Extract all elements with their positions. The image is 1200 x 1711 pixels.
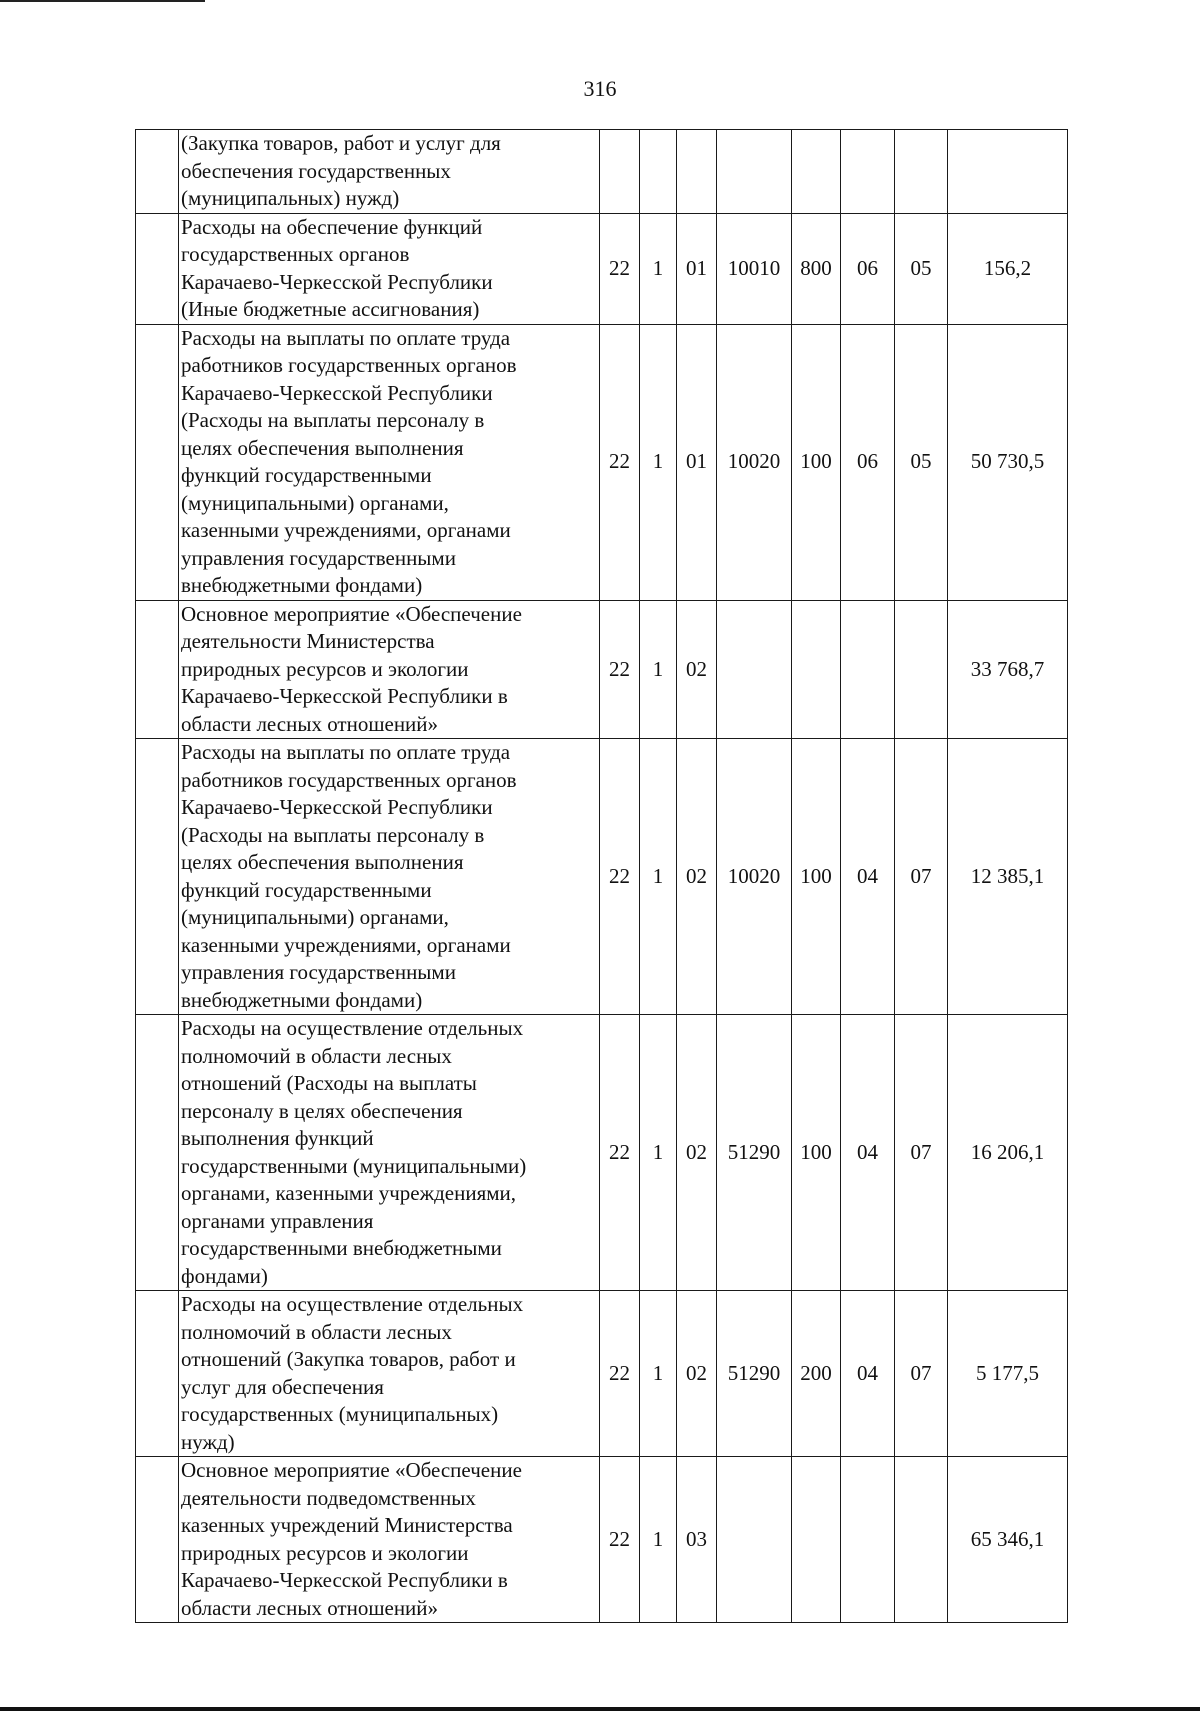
code-cell-4: 51290 <box>717 1291 792 1457</box>
description-text: Расходы на осуществление отдельных полномочий в области лесных отношений (Закупка товаров, работ и услуг для обеспечения государственных (муниципальных) нужд) <box>181 1292 524 1454</box>
code-cell-6 <box>841 600 895 739</box>
description-text: Расходы на обеспечение функций государственных органов Карачаево-Черкесской Республики (Иные бюджетные ассигнования) <box>181 214 493 321</box>
code-cell-7 <box>895 600 948 739</box>
code-cell-6 <box>841 1457 895 1623</box>
code-cell-4 <box>717 130 792 214</box>
code-cell-5: 800 <box>792 213 841 324</box>
code-cell-2 <box>640 130 677 214</box>
code-cell-1: 22 <box>600 1291 640 1457</box>
description-cell <box>179 1457 600 1623</box>
code-cell-1: 22 <box>600 739 640 1015</box>
amount-cell: 65 346,1 <box>948 1457 1068 1623</box>
code-cell-2: 1 <box>640 1015 677 1291</box>
code-cell-4: 51290 <box>717 1015 792 1291</box>
code-cell-5: 100 <box>792 739 841 1015</box>
code-cell-7: 07 <box>895 1015 948 1291</box>
code-cell-4: 10020 <box>717 324 792 600</box>
code-cell-3: 02 <box>677 1291 717 1457</box>
code-cell-4: 10010 <box>717 213 792 324</box>
table-row <box>136 600 1068 739</box>
amount-cell: 12 385,1 <box>948 739 1068 1015</box>
code-cell-1: 22 <box>600 213 640 324</box>
code-cell-3: 01 <box>677 213 717 324</box>
code-cell-1 <box>600 130 640 214</box>
code-cell-5: 200 <box>792 1291 841 1457</box>
table-row <box>136 1015 1068 1291</box>
code-cell-3: 03 <box>677 1457 717 1623</box>
table-row <box>136 1291 1068 1457</box>
code-cell-5 <box>792 600 841 739</box>
row-number-cell <box>136 213 179 324</box>
top-edge-rule <box>0 0 205 2</box>
code-cell-7: 07 <box>895 1291 948 1457</box>
row-number-cell <box>136 324 179 600</box>
code-cell-1: 22 <box>600 1015 640 1291</box>
code-cell-3 <box>677 130 717 214</box>
row-number-cell <box>136 739 179 1015</box>
code-cell-7 <box>895 130 948 214</box>
amount-cell <box>948 130 1068 214</box>
code-cell-5: 100 <box>792 1015 841 1291</box>
amount-cell: 156,2 <box>948 213 1068 324</box>
budget-table-body <box>136 130 1068 1623</box>
code-cell-4: 10020 <box>717 739 792 1015</box>
row-number-cell <box>136 600 179 739</box>
table-row <box>136 324 1068 600</box>
code-cell-6: 04 <box>841 1015 895 1291</box>
page-number: 316 <box>583 76 617 101</box>
code-cell-1: 22 <box>600 324 640 600</box>
description-cell <box>179 324 600 600</box>
code-cell-6: 06 <box>841 213 895 324</box>
budget-table <box>135 129 1068 1623</box>
code-cell-7: 05 <box>895 324 948 600</box>
code-cell-1: 22 <box>600 600 640 739</box>
code-cell-6: 06 <box>841 324 895 600</box>
code-cell-6: 04 <box>841 1291 895 1457</box>
code-cell-4 <box>717 1457 792 1623</box>
table-row <box>136 130 1068 214</box>
table-row <box>136 739 1068 1015</box>
description-text: Расходы на выплаты по оплате труда работников государственных органов Карачаево-Черкесской Республики (Расходы на выплаты персоналу в целях обеспечения выполнения функций государственными (муниципальными) органами, казенными учреждениями, органами управления государственными внебюджетными фондами) <box>181 325 517 597</box>
table-row <box>136 1457 1068 1623</box>
description-text: (Закупка товаров, работ и услуг для обеспечения государственных (муниципальных) нужд) <box>181 131 501 210</box>
code-cell-3: 02 <box>677 1015 717 1291</box>
code-cell-4 <box>717 600 792 739</box>
table-row <box>136 213 1068 324</box>
code-cell-7: 07 <box>895 739 948 1015</box>
amount-cell: 16 206,1 <box>948 1015 1068 1291</box>
code-cell-7 <box>895 1457 948 1623</box>
code-cell-3: 02 <box>677 739 717 1015</box>
amount-cell: 50 730,5 <box>948 324 1068 600</box>
code-cell-5: 100 <box>792 324 841 600</box>
row-number-cell <box>136 130 179 214</box>
description-text: Расходы на выплаты по оплате труда работников государственных органов Карачаево-Черкесской Республики (Расходы на выплаты персоналу в целях обеспечения выполнения функций государственными (муниципальными) органами, казенными учреждениями, органами управления государственными внебюджетными фондами) <box>181 740 517 1012</box>
code-cell-2: 1 <box>640 1457 677 1623</box>
description-cell <box>179 1291 600 1457</box>
code-cell-2: 1 <box>640 324 677 600</box>
description-cell <box>179 739 600 1015</box>
code-cell-5 <box>792 130 841 214</box>
description-cell <box>179 130 600 214</box>
description-cell <box>179 1015 600 1291</box>
amount-cell: 33 768,7 <box>948 600 1068 739</box>
description-cell <box>179 213 600 324</box>
code-cell-3: 01 <box>677 324 717 600</box>
code-cell-1: 22 <box>600 1457 640 1623</box>
row-number-cell <box>136 1015 179 1291</box>
row-number-cell <box>136 1291 179 1457</box>
code-cell-6 <box>841 130 895 214</box>
description-cell <box>179 600 600 739</box>
code-cell-2: 1 <box>640 213 677 324</box>
code-cell-3: 02 <box>677 600 717 739</box>
description-text: Расходы на осуществление отдельных полномочий в области лесных отношений (Расходы на выплаты персоналу в целях обеспечения выполнения функций государственными (муниципальными) органами, казенными учреждениями, органами управления государственными внебюджетными фондами) <box>181 1016 527 1288</box>
code-cell-2: 1 <box>640 600 677 739</box>
code-cell-6: 04 <box>841 739 895 1015</box>
description-text: Основное мероприятие «Обеспечение деятельности Министерства природных ресурсов и экологии Карачаево-Черкесской Республики в области лесных отношений» <box>181 601 522 736</box>
code-cell-2: 1 <box>640 739 677 1015</box>
row-number-cell <box>136 1457 179 1623</box>
code-cell-7: 05 <box>895 213 948 324</box>
description-text: Основное мероприятие «Обеспечение деятельности подведомственных казенных учреждений Министерства природных ресурсов и экологии Карачаево-Черкесской Республики в области лесных отношений» <box>181 1458 522 1620</box>
code-cell-2: 1 <box>640 1291 677 1457</box>
code-cell-5 <box>792 1457 841 1623</box>
amount-cell: 5 177,5 <box>948 1291 1068 1457</box>
bottom-edge-rule <box>0 1707 1200 1711</box>
